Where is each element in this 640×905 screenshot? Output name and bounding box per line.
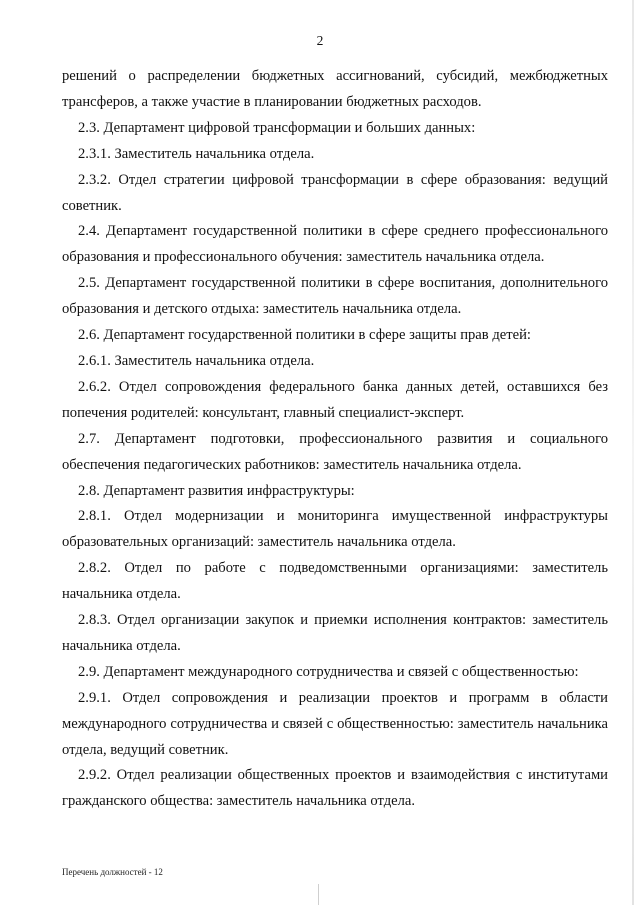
paragraph: 2.6.2. Отдел сопровождения федерального банка данных детей, оставшихся без попечения родителей: консультант, главный специалист-эксперт. (62, 378, 608, 421)
scan-edge-mark (632, 0, 634, 905)
paragraph: 2.4. Департамент государственной политики в сфере среднего профессионального образования и профессионального обучения: заместитель начальника отдела. (62, 223, 608, 266)
paragraph: 2.8. Департамент развития инфраструктуры: (78, 482, 355, 499)
paragraph: 2.8.3. Отдел организации закупок и приемки исполнения контрактов: заместитель начальника отдела. (62, 612, 608, 654)
paragraph: 2.6. Департамент государственной политики в сфере защиты прав детей: (78, 327, 531, 344)
paragraph: 2.9.1. Отдел сопровождения и реализации проектов и программ в области международного сотрудничества и связей с общественностью: заместитель начальника отдела, ведущий советник. (62, 689, 608, 758)
paragraph: 2.7. Департамент подготовки, профессионального развития и социального обеспечения педагогических работников: заместитель начальника отдела. (62, 430, 608, 473)
paragraph: 2.8.1. Отдел модернизации и мониторинга имущественной инфраструктуры образовательных организаций: заместитель начальника отдела. (62, 508, 608, 551)
document-body (62, 64, 608, 815)
paragraph: 2.8.2. Отдел по работе с подведомственными организациями: заместитель начальника отдела. (62, 560, 608, 603)
scan-bottom-mark (318, 884, 319, 905)
paragraph: 2.3. Департамент цифровой трансформации и больших данных: (78, 119, 476, 136)
page-footer: Перечень должностей - 12 (62, 867, 163, 877)
paragraph: 2.9.2. Отдел реализации общественных проектов и взаимодействия с институтами гражданского общества: заместитель начальника отдела. (62, 767, 608, 810)
paragraph: 2.3.1. Заместитель начальника отдела. (78, 145, 315, 162)
paragraph: 2.9. Департамент международного сотрудничества и связей с общественностью: (78, 663, 579, 680)
paragraph: 2.5. Департамент государственной политики в сфере воспитания, дополнительного образования и детского отдыха: заместитель начальника отдела. (62, 275, 608, 318)
paragraph: 2.6.1. Заместитель начальника отдела. (78, 352, 315, 369)
paragraph: 2.3.2. Отдел стратегии цифровой трансформации в сфере образования: ведущий советник. (62, 171, 608, 214)
page-number: 2 (316, 33, 324, 48)
paragraph: решений о распределении бюджетных ассигнований, субсидий, межбюджетных трансферов, а также участие в планировании бюджетных расходов. (62, 68, 608, 110)
